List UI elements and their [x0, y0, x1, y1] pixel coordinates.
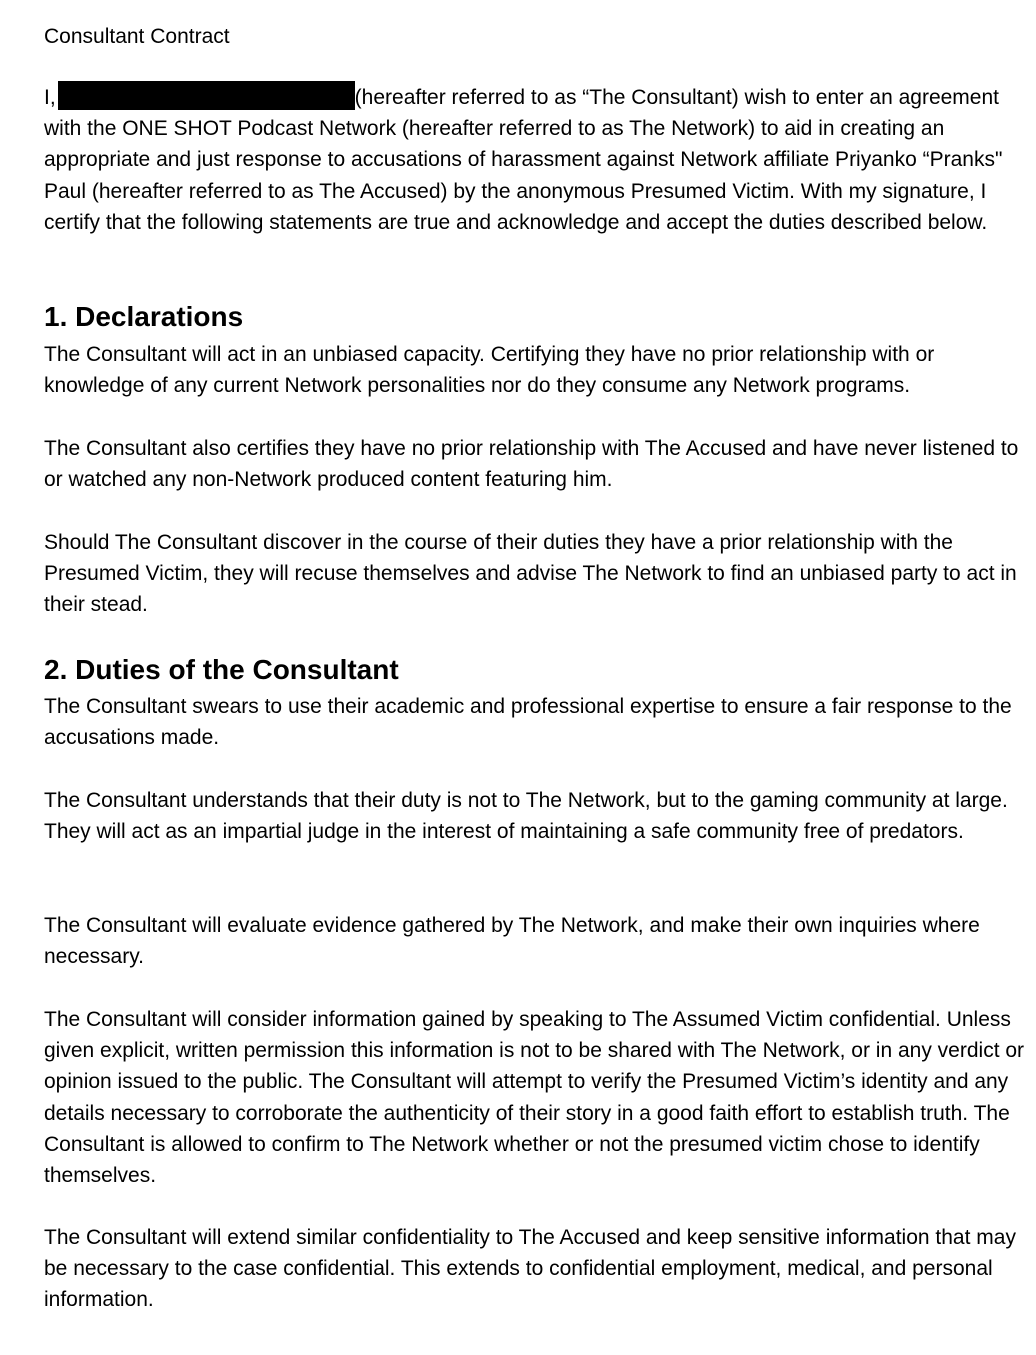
- declarations-paragraph-2: The Consultant also certifies they have no prior relationship with The Accused and have never listened to or watched any non-Network produced content featuring him.: [44, 437, 1019, 492]
- duties-paragraph-1: The Consultant swears to use their academic and professional expertise to ensure a fair response to the accusations made.: [44, 695, 1012, 750]
- duties-paragraph-4: The Consultant will consider information gained by speaking to The Assumed Victim confidential. Unless given explicit, written permission this information is not to be shared with The Network, or in any verdict or opinion issued to the public. The Consultant will attempt to verify the Presumed Victim’s identity and any details necessary to corroborate the authenticity of their story in a good faith effort to establish truth. The Consultant is allowed to confirm to The Network whether or not the presumed victim chose to identify themselves.: [44, 1008, 1025, 1188]
- duties-paragraph-3: The Consultant will evaluate evidence gathered by The Network, and make their own inquiries where necessary.: [44, 914, 980, 969]
- duties-paragraph-2: The Consultant understands that their duty is not to The Network, but to the gaming community at large. They will act as an impartial judge in the interest of maintaining a safe community free of predators.: [44, 789, 1008, 844]
- redaction-block: [58, 81, 355, 110]
- document-title: Consultant Contract: [44, 25, 230, 48]
- declarations-paragraph-3: Should The Consultant discover in the course of their duties they have a prior relationship with the Presumed Victim, they will recuse themselves and advise The Network to find an unbiased party to act in their stead.: [44, 531, 1017, 617]
- intro-paragraph: [44, 81, 1029, 238]
- duties-paragraph-5: The Consultant will extend similar confidentiality to The Accused and keep sensitive information that may be necessary to the case confidential. This extends to confidential employment, medical, and personal information.: [44, 1226, 1016, 1312]
- section-heading-duties: 2. Duties of the Consultant: [44, 654, 399, 685]
- declarations-paragraph-1: The Consultant will act in an unbiased capacity. Certifying they have no prior relationship with or knowledge of any current Network personalities nor do they consume any Network programs.: [44, 343, 935, 398]
- intro-prefix: I,: [44, 86, 56, 109]
- intro-text: (hereafter referred to as “The Consultant) wish to enter an agreement with the ONE SHOT Podcast Network (hereafter referred to as The Network) to aid in creating an appropriate and just response to accusations of harassment against Network affiliate Priyanko “Pranks" Paul (hereafter referred to as The Accused) by the anonymous Presumed Victim. With my signature, I certify that the following statements are true and acknowledge and accept the duties described below.: [44, 86, 1003, 234]
- section-heading-declarations: 1. Declarations: [44, 301, 244, 332]
